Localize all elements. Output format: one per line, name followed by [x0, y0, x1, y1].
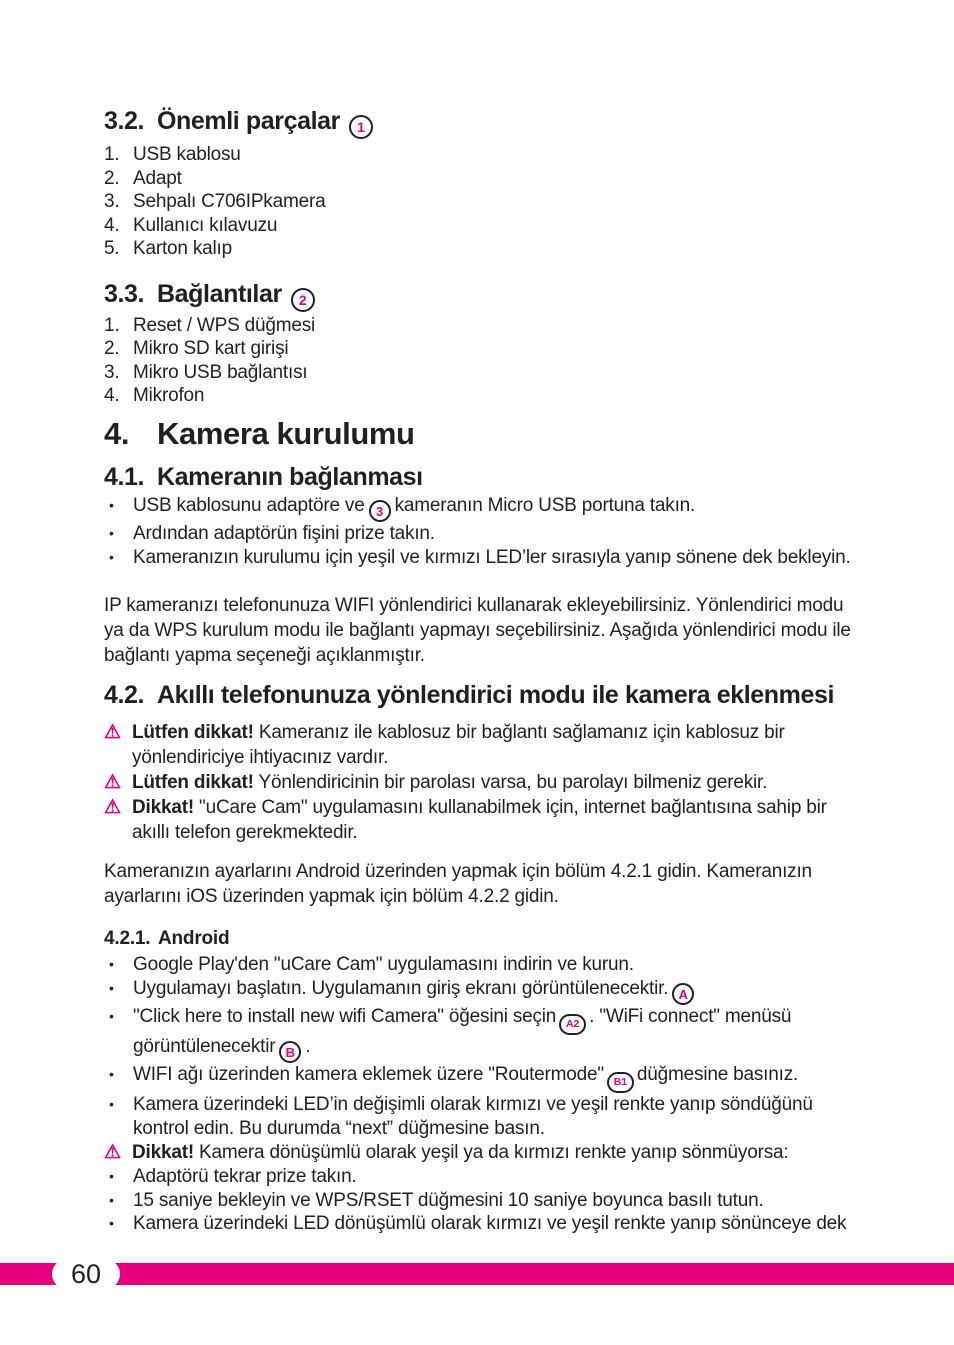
item-number: 1. [104, 314, 120, 336]
item-number: 2. [104, 338, 120, 359]
circled-1-marker: 1 [349, 115, 373, 139]
bullet-glyph: • [109, 1066, 114, 1083]
bullet-glyph: • [109, 1215, 114, 1231]
parts-list [104, 143, 862, 261]
step-text: kameranın Micro USB portuna takın. [394, 494, 696, 516]
section-4-1-number: 4.1. [104, 462, 145, 491]
step-text: Kameranızın kurulumu için yeşil ve kırmızı LED’ler sırasıyla yanıp sönene dek bekleyin. [133, 546, 851, 568]
bullet-glyph: • [109, 496, 114, 513]
android-recovery-steps [104, 1165, 862, 1236]
step-text: Kamera üzerindeki LED’in değişimli olarak kırmızı ve yeşil renkte yanıp söndüğünü kontrol edin. Bu durumda “next” düğmesine basın. [133, 1094, 813, 1139]
bullet-item [104, 1212, 862, 1236]
step-text: 15 saniye bekleyin ve WPS/RSET düğmesini 10 saniye boyunca basılı tutun. [133, 1189, 764, 1211]
item-text: Mikro SD kart girişi [133, 338, 289, 359]
section-4-2-1-number: 4.2.1. [104, 928, 151, 949]
warning-text: Kameranız ile kablosuz bir bağlantı sağlamanız için kablosuz bir yönlendiriciye ihtiyacınız vardır. [132, 722, 785, 768]
section-4-1-title: Kameranın bağlanması [157, 462, 423, 491]
bullet-glyph: • [109, 1168, 114, 1184]
warning-text: Yönlendiricinin bir parolası varsa, bu parolayı bilmeniz gerekir. [253, 772, 768, 793]
list-item [104, 361, 862, 385]
list-item [104, 167, 862, 191]
list-item [104, 237, 862, 261]
bullet-item [104, 1189, 862, 1213]
section-3-3-heading [104, 279, 862, 312]
item-number: 4. [104, 385, 120, 406]
step-text: . "WiFi connect" menüsü görüntülenecektir [133, 1006, 792, 1057]
list-item [104, 337, 862, 361]
page-number: 60 [70, 1258, 102, 1289]
bullet-item [104, 1093, 862, 1140]
warning-text: "uCare Cam" uygulamasını kullanabilmek için, internet bağlantısına sahip bir akıllı telefon gerekmektedir. [132, 797, 827, 843]
circled-2-marker: 2 [291, 288, 315, 312]
item-number: 3. [104, 191, 120, 212]
bullet-item [104, 953, 862, 977]
chapter-4-title: Kamera kurulumu [157, 415, 415, 451]
bullet-item [104, 1165, 862, 1189]
section-4-2-1-heading [104, 927, 862, 950]
section-4-1-heading [104, 462, 862, 492]
bullet-glyph: • [109, 1191, 114, 1208]
bullet-glyph: • [109, 525, 114, 541]
step-text: Google Play'den "uCare Cam" uygulamasını indirin ve kurun. [133, 954, 634, 975]
bullet-item [104, 546, 862, 570]
section-4-2-heading [104, 678, 862, 712]
step-text: düğmesine basınız. [636, 1064, 799, 1086]
section-3-2-number: 3.2. [104, 107, 145, 135]
circled-a2-marker: A2 [559, 1014, 586, 1035]
circled-3-marker: 3 [369, 500, 391, 522]
warning-label: Dikkat! [132, 1142, 194, 1163]
step-text: Uygulamayı başlatın. Uygulamanın giriş ekranı görüntülenecektir. [133, 977, 669, 999]
item-number: 2. [104, 167, 120, 189]
bullet-item [104, 1063, 862, 1093]
section-4-2-1-title: Android [158, 928, 230, 949]
warning-note [104, 770, 862, 795]
warning-note [104, 1140, 862, 1165]
bullet-glyph: • [109, 1008, 114, 1024]
warnings-block [104, 720, 862, 845]
platform-paragraph: Kameranızın ayarlarını Android üzerinden yapmak için bölüm 4.2.1 gidin. Kameranızın ayarlarını iOS üzerinden yapmak için bölüm 4.2.2 gidin. [104, 861, 812, 907]
circled-b-marker: B [279, 1041, 301, 1063]
section-3-2-heading [104, 106, 862, 139]
warning-label: Lütfen dikkat! [132, 772, 254, 793]
item-text: Reset / WPS düğmesi [133, 314, 316, 336]
camera-connect-steps [104, 494, 862, 570]
warning-label: Lütfen dikkat! [132, 722, 254, 743]
item-number: 5. [104, 238, 120, 259]
warning-icon: ⚠ [104, 797, 122, 818]
item-number: 1. [104, 144, 120, 165]
step-text: . [305, 1035, 311, 1057]
page-number-badge [52, 1259, 120, 1289]
list-item [104, 190, 862, 214]
bullet-glyph: • [109, 548, 114, 565]
section-3-3-number: 3.3. [104, 279, 145, 308]
bullet-item [104, 522, 862, 546]
bullet-item [104, 494, 862, 523]
list-item [104, 314, 862, 338]
bullet-glyph: • [109, 1096, 114, 1112]
warning-icon: ⚠ [104, 722, 122, 743]
warning-icon: ⚠ [104, 772, 122, 793]
warning-note [104, 795, 862, 845]
section-3-3-title: Bağlantılar [157, 279, 282, 308]
item-text: Mikrofon [133, 385, 205, 406]
connections-list [104, 314, 862, 408]
bullet-item [104, 977, 862, 1006]
circled-a-marker: A [672, 983, 694, 1005]
section-4-2-number: 4.2. [104, 681, 145, 709]
section-4-2-title: Akıllı telefonunuza yönlendirici modu ile kamera eklenmesi [157, 681, 835, 709]
item-text: Mikro USB bağlantısı [133, 361, 308, 383]
bullet-glyph: • [109, 979, 114, 996]
item-text: USB kablosu [133, 144, 241, 165]
list-item [104, 214, 862, 238]
item-number: 3. [104, 361, 120, 383]
item-text: Sehpalı C706IPkamera [133, 191, 326, 212]
step-text: "Click here to install new wifi Camera" öğesini seçin [133, 1006, 557, 1027]
android-steps [104, 953, 862, 1140]
warning-label: Dikkat! [132, 797, 194, 818]
step-text: USB kablosunu adaptöre ve [133, 494, 365, 516]
step-text: Ardından adaptörün fişini prize takın. [133, 523, 435, 544]
item-text: Kullanıcı kılavuzu [133, 214, 278, 236]
bullet-item [104, 1005, 862, 1063]
item-number: 4. [104, 214, 120, 236]
section-3-2-title: Önemli parçalar [157, 107, 340, 135]
step-text: WIFI ağı üzerinden kamera eklemek üzere "Routermode" [133, 1064, 604, 1086]
list-item [104, 384, 862, 408]
footer-bar [0, 1263, 954, 1285]
item-text: Adapt [133, 167, 182, 189]
warning-note [104, 720, 862, 770]
step-text: Kamera üzerindeki LED dönüşümlü olarak kırmızı ve yeşil renkte yanıp sönünceye dek [133, 1213, 847, 1234]
list-item [104, 143, 862, 167]
circled-b1-marker: B1 [607, 1072, 634, 1093]
router-intro-paragraph: IP kameranızı telefonunuza WIFI yönlendirici kullanarak ekleyebilirsiniz. Yönlendirici modu ya da WPS kurulum modu ile bağlantı yapmayı seçebilirsiniz. Aşağıda yönlendirici modu ile bağlantı yapma seçeneği açıklanmıştır. [104, 595, 851, 666]
warning-text: Kamera dönüşümlü olarak yeşil ya da kırmızı renkte yanıp sönmüyorsa: [193, 1142, 789, 1163]
bullet-glyph: • [109, 956, 114, 972]
step-text: Adaptörü tekrar prize takın. [133, 1166, 357, 1187]
chapter-4-heading [104, 416, 862, 452]
chapter-4-number: 4. [104, 415, 130, 451]
item-text: Karton kalıp [133, 238, 232, 259]
warning-icon: ⚠ [104, 1142, 122, 1163]
